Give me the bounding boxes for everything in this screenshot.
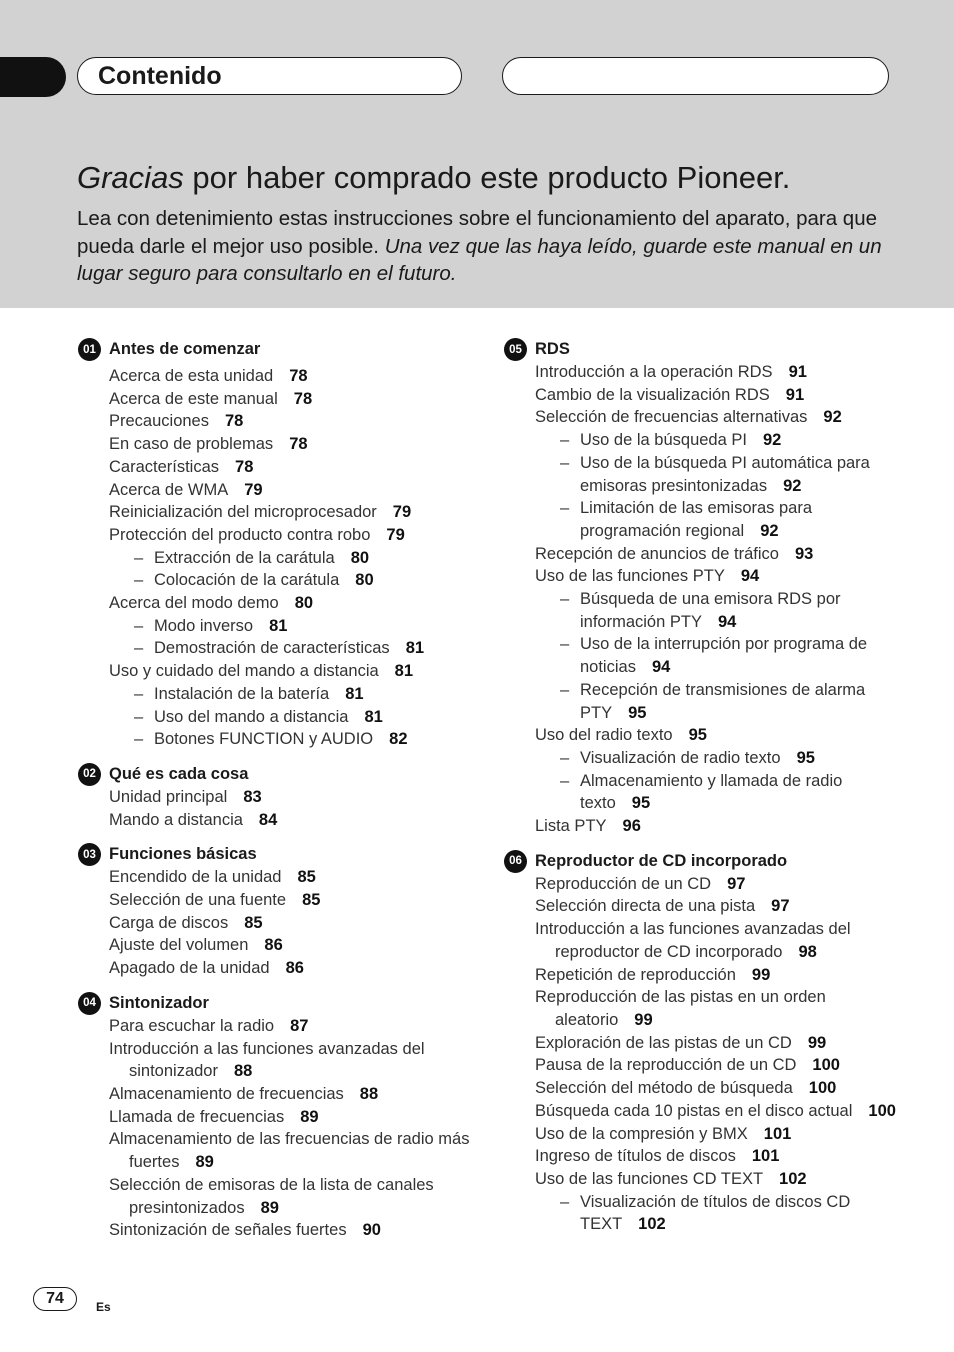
page-ref: 82	[389, 730, 408, 749]
section-tab-marker	[0, 57, 66, 97]
section-title: Reproductor de CD incorporado	[535, 851, 788, 870]
section-header[interactable]	[78, 763, 478, 786]
page-ref: 96	[622, 817, 641, 836]
contents-tab: Contenido	[77, 57, 462, 95]
toc-entry[interactable]: Ingreso de títulos de discos 101	[535, 1147, 780, 1166]
toc-entry[interactable]: Lista PTY 96	[535, 817, 641, 836]
page-ref: 100	[868, 1101, 896, 1120]
toc-subentry[interactable]: – Modo inverso 81	[78, 615, 478, 638]
toc-entry[interactable]: Reproducción de un CD 97	[535, 874, 746, 893]
headline-italic: Gracias	[77, 160, 184, 195]
page-ref: 91	[788, 363, 807, 381]
page-ref: 97	[771, 897, 790, 916]
page-ref: 86	[285, 959, 304, 978]
page-ref: 92	[760, 521, 779, 540]
toc-entry[interactable]: Reinicialización del microprocesador 79	[109, 503, 412, 522]
toc-subentry[interactable]: – Colocación de la carátula 80	[78, 569, 478, 592]
section-title: Antes de comenzar	[109, 340, 261, 358]
page-number: 74	[33, 1287, 77, 1311]
page-ref: 83	[243, 787, 262, 806]
toc-section-04	[78, 992, 478, 1242]
page-ref: 81	[345, 684, 364, 703]
toc-subentry[interactable]: – Recepción de transmisiones de alarma PTY 95	[504, 679, 904, 724]
page-ref: 100	[812, 1056, 840, 1075]
toc-subentry[interactable]: – Almacenamiento y llamada de radio texto 95	[504, 770, 904, 815]
page-ref: 80	[350, 548, 370, 567]
page-ref: 88	[233, 1062, 253, 1081]
toc-entry[interactable]: Búsqueda cada 10 pistas en el disco actual 100	[535, 1101, 896, 1120]
toc-entry[interactable]: Almacenamiento de las frecuencias de radio más fuertes 89	[109, 1130, 470, 1172]
page-ref: 94	[651, 658, 671, 677]
page-ref: 89	[300, 1107, 319, 1126]
page-ref: 79	[244, 480, 263, 499]
blank-tab	[502, 57, 889, 95]
page-ref: 88	[359, 1084, 379, 1103]
section-number-badge: 01	[78, 338, 101, 361]
toc-entry[interactable]: Protección del producto contra robo 79	[109, 525, 405, 544]
toc-entry[interactable]: Carga de discos 85	[109, 913, 263, 932]
page-ref: 86	[264, 936, 283, 955]
page-ref: 79	[386, 525, 405, 544]
toc-entry[interactable]: Ajuste del volumen 86	[109, 936, 283, 955]
page-headline	[77, 158, 790, 198]
toc-entry[interactable]: Uso de las funciones CD TEXT 102	[535, 1169, 807, 1188]
page-ref: 101	[763, 1124, 792, 1143]
page-ref: 99	[634, 1010, 653, 1029]
section-title: RDS	[535, 340, 570, 358]
toc-entry[interactable]: Cambio de la visualización RDS 91	[535, 385, 805, 404]
section-title: Sintonizador	[109, 993, 209, 1012]
page-ref: 87	[290, 1016, 309, 1035]
page-ref: 91	[785, 385, 805, 404]
toc-entry[interactable]: Selección del método de búsqueda 100	[535, 1079, 837, 1098]
page-ref: 99	[807, 1033, 827, 1052]
page-ref: 78	[289, 367, 308, 385]
page-ref: 78	[289, 435, 308, 454]
toc-entry[interactable]: Apagado de la unidad 86	[109, 959, 304, 978]
intro-normal: Lea con detenimiento estas instrucciones sobre el funcionamiento del aparato, para que pueda darle el mejor uso posible.	[77, 207, 878, 258]
intro-paragraph	[77, 205, 887, 288]
section-number-badge: 02	[78, 763, 101, 786]
toc-entry[interactable]: Introducción a las funciones avanzadas del sintonizador 88	[109, 1039, 425, 1081]
toc-subentry[interactable]: – Instalación de la batería 81	[78, 683, 478, 706]
section-header[interactable]	[504, 338, 904, 361]
page-ref: 97	[727, 874, 746, 893]
toc-section-03	[78, 843, 478, 980]
page-ref: 81	[405, 639, 425, 658]
toc-entry[interactable]: Llamada de frecuencias 89	[109, 1107, 319, 1126]
page-ref: 84	[258, 810, 278, 829]
toc-subentry[interactable]: – Uso de la interrupción por programa de noticias 94	[504, 633, 904, 678]
toc-entry[interactable]: Acerca de este manual 78	[109, 389, 313, 408]
page-ref: 95	[631, 794, 651, 813]
page-ref: 102	[779, 1169, 807, 1188]
toc-entry[interactable]: Reproducción de las pistas en un orden aleatorio 99	[535, 988, 826, 1029]
section-number-badge: 04	[78, 992, 101, 1015]
toc-subentry[interactable]: – Uso de la búsqueda PI 92	[504, 429, 904, 452]
section-title: Qué es cada cosa	[109, 764, 249, 783]
section-header[interactable]	[78, 843, 478, 866]
toc-entry[interactable]: Uso y cuidado del mando a distancia 81	[109, 662, 414, 681]
page-ref: 85	[297, 868, 316, 887]
page-ref: 78	[235, 457, 254, 476]
page-ref: 100	[808, 1079, 837, 1098]
page-ref: 95	[796, 748, 815, 767]
toc-entry[interactable]: Selección de emisoras de la lista de canales presintonizados 89	[109, 1175, 434, 1217]
page-ref: 79	[392, 503, 412, 522]
toc-section-06	[504, 850, 904, 1236]
toc-entry[interactable]: Selección directa de una pista 97	[535, 897, 790, 916]
toc-entry[interactable]: Unidad principal 83	[109, 787, 262, 806]
toc-subentry[interactable]: – Limitación de las emisoras para programación regional 92	[504, 497, 904, 542]
section-number-badge: 05	[504, 338, 527, 361]
toc-entry[interactable]: Selección de frecuencias alternativas 92	[535, 408, 842, 427]
toc-entry[interactable]: Uso de las funciones PTY 94	[535, 567, 760, 586]
toc-right-column	[504, 338, 904, 1248]
toc-entry[interactable]: Introducción a las funciones avanzadas del reproductor de CD incorporado 98	[535, 920, 851, 961]
toc-subentry[interactable]: – Uso de la búsqueda PI automática para emisoras presintonizadas 92	[504, 452, 904, 497]
toc-entry[interactable]: Mando a distancia 84	[109, 810, 278, 829]
toc-entry[interactable]: Exploración de las pistas de un CD 99	[535, 1033, 827, 1052]
page-ref: 92	[762, 431, 782, 450]
toc-left-column	[78, 338, 478, 1254]
headline-rest: por haber comprado este producto Pioneer.	[183, 160, 791, 195]
toc-section-02	[78, 763, 478, 831]
toc-entry[interactable]: Almacenamiento de frecuencias 88	[109, 1084, 379, 1103]
page-ref: 80	[294, 594, 314, 613]
toc-entry[interactable]: Acerca del modo demo 80	[109, 594, 314, 613]
toc-entry[interactable]: Sintonización de señales fuertes 90	[109, 1221, 381, 1240]
toc-entry[interactable]: Características 78	[109, 457, 254, 476]
toc-entry[interactable]: Introducción a la operación RDS 91	[535, 363, 807, 381]
page-ref: 78	[293, 389, 313, 408]
section-header[interactable]	[78, 992, 478, 1015]
toc-section-05	[504, 338, 904, 838]
page-ref: 93	[795, 544, 814, 563]
page-ref: 94	[740, 567, 760, 586]
page-ref: 85	[244, 913, 263, 932]
toc-subentry[interactable]: – Demostración de características 81	[78, 637, 478, 660]
toc-entry[interactable]: Encendido de la unidad 85	[109, 868, 316, 887]
section-number-badge: 06	[504, 850, 527, 873]
section-header[interactable]	[78, 338, 478, 361]
toc-subentry[interactable]: – Uso del mando a distancia 81	[78, 706, 478, 729]
section-header[interactable]	[504, 850, 904, 873]
toc-subentry[interactable]: – Extracción de la carátula 80	[78, 547, 478, 570]
toc-entry[interactable]: Uso del radio texto 95	[535, 726, 707, 745]
page-ref: 95	[628, 703, 647, 722]
page-ref: 99	[751, 965, 771, 984]
toc-subentry[interactable]: – Visualización de títulos de discos CD TEXT 102	[504, 1191, 904, 1236]
page-ref: 101	[751, 1147, 780, 1166]
page-ref: 80	[355, 571, 374, 590]
toc-entry[interactable]: Uso de la compresión y BMX 101	[535, 1124, 792, 1143]
toc-entry[interactable]: Selección de una fuente 85	[109, 891, 321, 910]
toc-entry[interactable]: Repetición de reproducción 99	[535, 965, 771, 984]
page-ref: 95	[688, 726, 707, 745]
toc-entry[interactable]: Pausa de la reproducción de un CD 100	[535, 1056, 840, 1075]
page-ref: 92	[783, 476, 802, 495]
page-ref: 81	[269, 616, 288, 635]
page-ref: 81	[364, 707, 383, 726]
page-ref: 102	[638, 1215, 666, 1234]
section-number-badge: 03	[78, 843, 101, 866]
page-ref: 94	[717, 612, 737, 631]
toc-section-01	[78, 338, 478, 751]
toc-entry[interactable]: En caso de problemas 78	[109, 435, 308, 454]
page-ref: 90	[362, 1221, 381, 1240]
language-code: Es	[96, 1300, 111, 1314]
page-ref: 89	[195, 1153, 214, 1172]
page-ref: 85	[302, 891, 321, 910]
page-ref: 81	[394, 662, 414, 681]
toc-entry[interactable]: Acerca de WMA 79	[109, 480, 263, 499]
toc-entry[interactable]: Recepción de anuncios de tráfico 93	[535, 544, 814, 563]
intro-italic: Una vez que las haya leído, guarde este manual en un lugar seguro para consultarlo en el futuro.	[77, 234, 882, 285]
toc-entry[interactable]: Para escuchar la radio 87	[109, 1016, 309, 1035]
toc-subentry[interactable]: – Botones FUNCTION y AUDIO 82	[78, 728, 478, 751]
toc-entry[interactable]: Acerca de esta unidad 78	[109, 367, 308, 385]
toc-entry[interactable]: Precauciones 78	[109, 412, 244, 431]
page-ref: 98	[798, 942, 817, 961]
page-ref: 89	[260, 1198, 279, 1217]
toc-subentry[interactable]: – Visualización de radio texto 95	[504, 747, 904, 770]
page-ref: 78	[224, 412, 244, 431]
section-title: Funciones básicas	[109, 845, 257, 864]
page-ref: 92	[823, 408, 842, 427]
toc-subentry[interactable]: – Búsqueda de una emisora RDS por información PTY 94	[504, 588, 904, 633]
